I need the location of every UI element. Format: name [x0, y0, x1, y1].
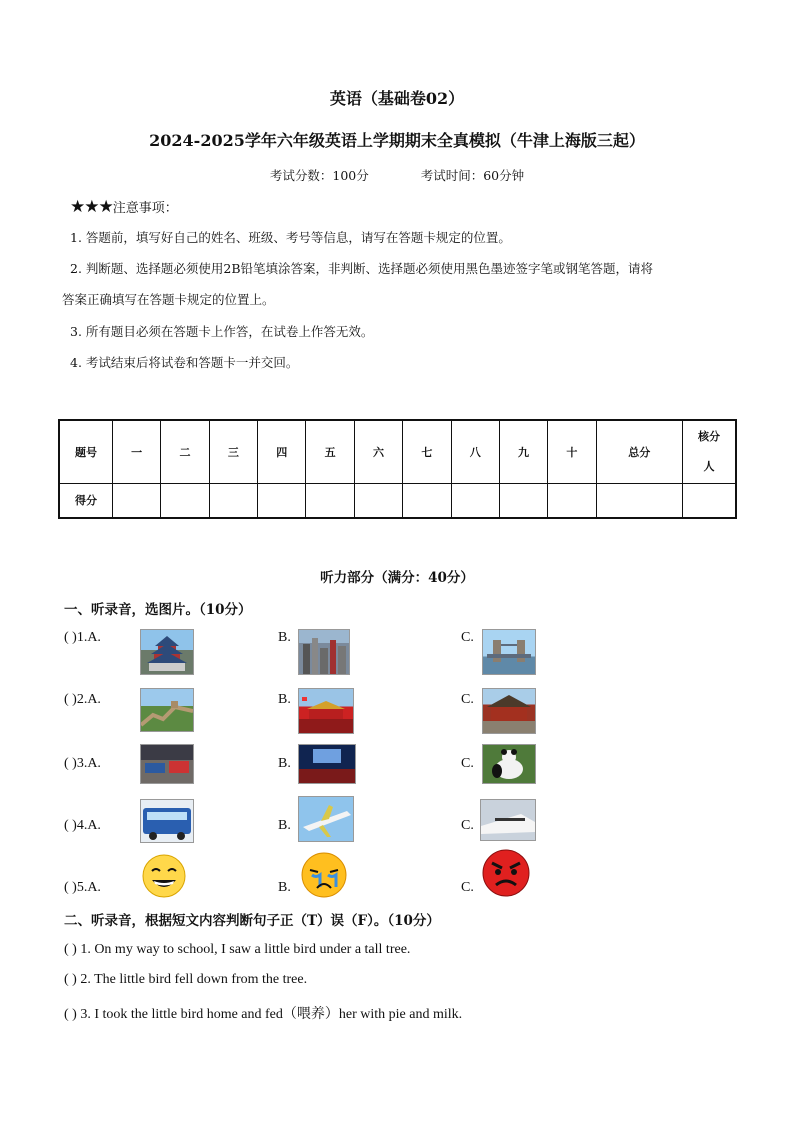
exam-subtitle: 2024-2025学年六年级英语上学期期末全真模拟（牛津上海版三起）: [149, 131, 645, 150]
notice-item-1: 1. 答题前，填写好自己的姓名、班级、考号等信息，请写在答题卡规定的位置。: [70, 230, 511, 245]
palace-icon: [483, 689, 535, 733]
exam-title: 英语（基础卷02）: [329, 89, 465, 108]
score-cell[interactable]: [596, 484, 682, 518]
col-header: 三: [209, 420, 257, 484]
crying-face-icon: [298, 852, 350, 902]
q1-prefix: ( )1.A.: [64, 630, 101, 645]
happy-face-icon: [140, 854, 188, 902]
exam-meta: [0, 166, 794, 184]
q5-option-c: C.: [461, 880, 474, 895]
train-image: [480, 799, 536, 841]
temple-icon: [141, 630, 193, 674]
tiananmen-image: [298, 688, 354, 734]
city-skyline-image: [298, 629, 350, 675]
col-header: 二: [161, 420, 209, 484]
statement-1: ( ) 1. On my way to school, I saw a little bird under a tall tree.: [64, 942, 411, 957]
score-cell[interactable]: [683, 484, 737, 518]
col-header: 七: [403, 420, 451, 484]
score-cell[interactable]: [161, 484, 209, 518]
q2-prefix: ( )2.A.: [64, 692, 101, 707]
col-header: 十: [548, 420, 596, 484]
score-total: 考试分数：100分: [269, 168, 369, 183]
score-cell[interactable]: [209, 484, 257, 518]
plane-icon: [299, 797, 353, 841]
score-cell[interactable]: [451, 484, 499, 518]
angry-face-icon: [480, 848, 532, 902]
score-cell[interactable]: [113, 484, 161, 518]
score-cell[interactable]: [258, 484, 306, 518]
bus-icon: [141, 800, 193, 842]
palace-gate-image: [482, 688, 536, 734]
col-header: 九: [499, 420, 547, 484]
checker-label-2: 人: [703, 460, 715, 473]
time-limit: 考试时间：60分钟: [420, 168, 525, 183]
notice-item-4: 4. 考试结束后将试卷和答题卡一并交回。: [70, 355, 299, 370]
temple-of-heaven-image: [140, 629, 194, 675]
q4-prefix: ( )4.A.: [64, 818, 101, 833]
q3-prefix: ( )3.A.: [64, 756, 101, 771]
plane-image: [298, 796, 354, 842]
q5-option-b: B.: [278, 880, 291, 895]
checker-header: [683, 420, 737, 484]
score-cell[interactable]: [499, 484, 547, 518]
score-cell[interactable]: [354, 484, 402, 518]
gate-icon: [299, 689, 353, 733]
col-header: 八: [451, 420, 499, 484]
bus-image: [140, 799, 194, 843]
station-icon: [141, 745, 193, 783]
stars-icon: ★★★: [70, 197, 113, 217]
col-header: 四: [258, 420, 306, 484]
q3-option-c: C.: [461, 756, 474, 771]
statement-3: ( ) 3. I took the little bird home and fed（喂养）her with pie and milk.: [64, 1007, 463, 1022]
notice-heading: [70, 197, 178, 217]
bus-station-image: [140, 744, 194, 784]
notice-item-3: 3. 所有题目必须在答题卡上作答，在试卷上作答无效。: [70, 324, 374, 339]
q1-option-b: B.: [278, 630, 291, 645]
skyline-icon: [299, 630, 349, 674]
cinema-image: [298, 744, 356, 784]
col-header: 一: [113, 420, 161, 484]
q4-option-b: B.: [278, 818, 291, 833]
part2-title: 二、听录音，根据短文内容判断句子正（T）误（F）。（10分）: [64, 913, 440, 929]
col-header: 五: [306, 420, 354, 484]
row-label-question: 题号: [59, 420, 113, 484]
row-label-score: 得分: [59, 484, 113, 518]
part1-title: 一、听录音，选图片。（10分）: [64, 602, 252, 618]
panda-image: [482, 744, 536, 784]
notice-item-2: 2. 判断题、选择题必须使用2B铅笔填涂答案，非判断、选择题必须使用黑色墨迹签字笔或钢笔答题，请将: [70, 261, 654, 276]
score-cell[interactable]: [403, 484, 451, 518]
notice-item-2-cont: 答案正确填写在答题卡规定的位置上。: [62, 292, 275, 307]
checker-label-1: 核分: [698, 430, 720, 443]
train-icon: [481, 800, 535, 840]
table-row: [59, 484, 736, 518]
score-table: [58, 419, 737, 519]
q3-option-b: B.: [278, 756, 291, 771]
score-cell[interactable]: [548, 484, 596, 518]
panda-icon: [483, 745, 535, 783]
statement-2: ( ) 2. The little bird fell down from the tree.: [64, 972, 308, 987]
listening-header: 听力部分（满分：40分）: [320, 570, 474, 586]
score-cell[interactable]: [306, 484, 354, 518]
cinema-icon: [299, 745, 355, 783]
table-row: [59, 420, 736, 484]
bridge-icon: [483, 630, 535, 674]
notice-title: 注意事项：: [112, 201, 178, 216]
q2-option-c: C.: [461, 692, 474, 707]
wall-icon: [141, 689, 193, 731]
col-header: 总分: [596, 420, 682, 484]
q2-option-b: B.: [278, 692, 291, 707]
q4-option-c: C.: [461, 818, 474, 833]
col-header: 六: [354, 420, 402, 484]
q1-option-c: C.: [461, 630, 474, 645]
q5-prefix: ( )5.A.: [64, 880, 101, 895]
tower-bridge-image: [482, 629, 536, 675]
great-wall-image: [140, 688, 194, 732]
